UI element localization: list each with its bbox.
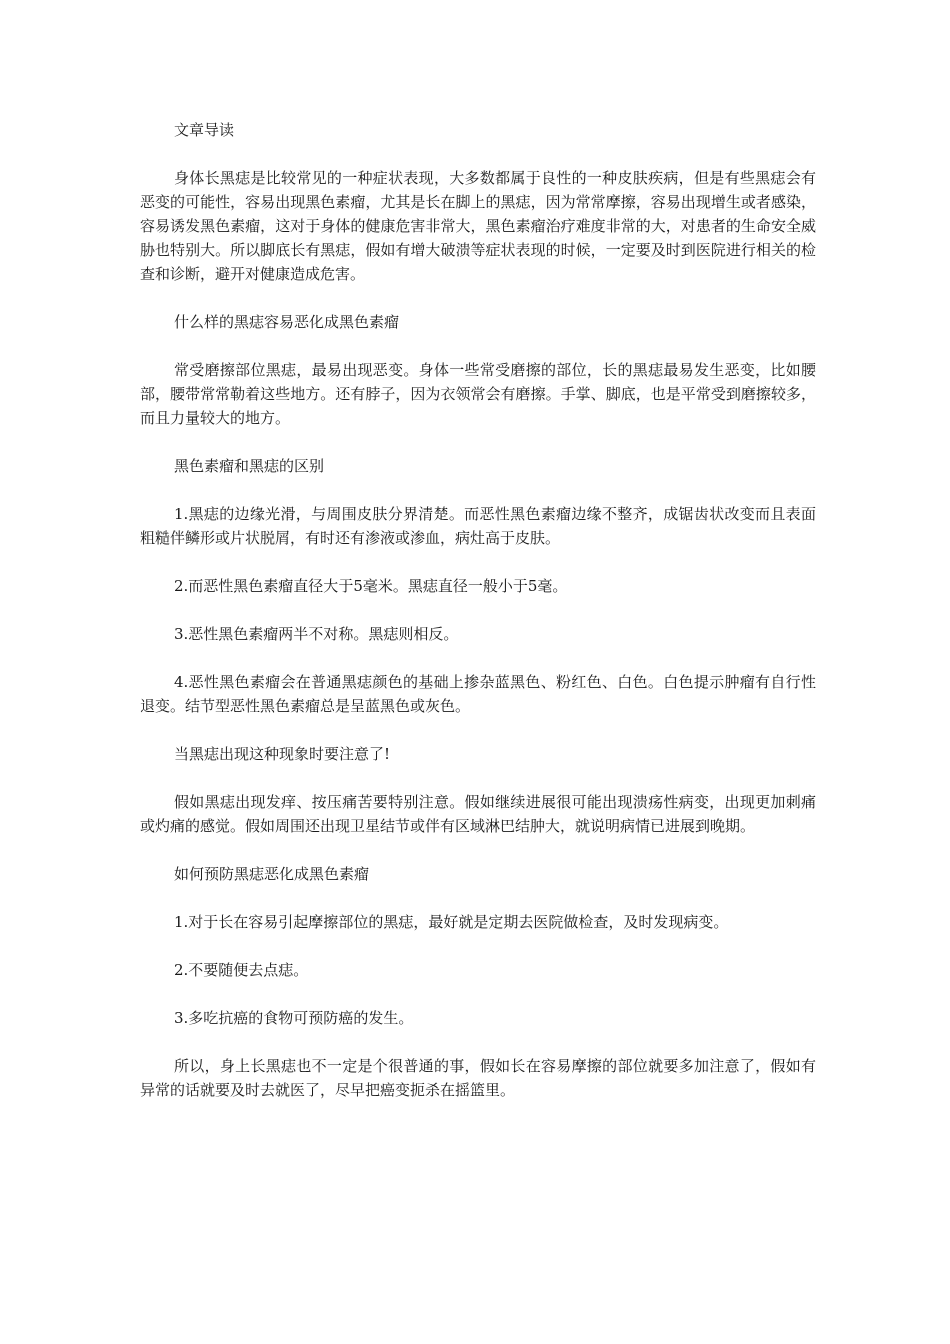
prevention-item-2: 2.不要随便去点痣。	[174, 961, 309, 979]
prevention-item-3: 3.多吃抗癌的食物可预防癌的发生。	[174, 1009, 414, 1027]
warning-paragraph: 假如黑痣出现发痒、按压痛苦要特别注意。假如继续进展很可能出现溃疡性病变，出现更加刺痛或灼痛的感觉。假如周围还出现卫星结节或伴有区域淋巴结肿大，就说明病情已进展到晚期。	[140, 793, 816, 835]
section-heading-intro: 文章导读	[174, 121, 235, 139]
document-body	[140, 118, 816, 1126]
difference-item-4: 4.恶性黑色素瘤会在普通黑痣颜色的基础上掺杂蓝黑色、粉红色、白色。白色提示肿瘤有自行性退变。结节型恶性黑色素瘤总是呈蓝黑色或灰色。	[140, 673, 816, 715]
section-heading-prevention: 如何预防黑痣恶化成黑色素瘤	[174, 865, 370, 883]
prevention-item-1: 1.对于长在容易引起摩擦部位的黑痣，最好就是定期去医院做检查，及时发现病变。	[174, 913, 729, 931]
difference-item-2: 2.而恶性黑色素瘤直径大于5毫米。黑痣直径一般小于5毫。	[174, 577, 568, 595]
intro-paragraph: 身体长黑痣是比较常见的一种症状表现，大多数都属于良性的一种皮肤疾病，但是有些黑痣会有恶变的可能性，容易出现黑色素瘤，尤其是长在脚上的黑痣，因为常常摩擦，容易出现增生或者感染，容易诱发黑色素瘤，这对于身体的健康危害非常大，黑色素瘤治疗难度非常的大，对患者的生命安全威胁也特别大。所以脚底长有黑痣，假如有增大破溃等症状表现的时候，一定要及时到医院进行相关的检查和诊断，避开对健康造成危害。	[140, 169, 816, 283]
section-heading-which-moles: 什么样的黑痣容易恶化成黑色素瘤	[174, 313, 400, 331]
friction-moles-paragraph: 常受磨擦部位黑痣，最易出现恶变。身体一些常受磨擦的部位，长的黑痣最易发生恶变，比如腰部，腰带常常勒着这些地方。还有脖子，因为衣领常会有磨擦。手掌、脚底，也是平常受到磨擦较多，而且力量较大的地方。	[140, 361, 816, 427]
section-heading-warning: 当黑痣出现这种现象时要注意了!	[174, 745, 391, 763]
difference-item-1: 1.黑痣的边缘光滑，与周围皮肤分界清楚。而恶性黑色素瘤边缘不整齐，成锯齿状改变而且表面粗糙伴鳞形或片状脱屑，有时还有渗液或渗血，病灶高于皮肤。	[140, 505, 816, 547]
section-heading-difference: 黑色素瘤和黑痣的区别	[174, 457, 325, 475]
conclusion-paragraph: 所以，身上长黑痣也不一定是个很普通的事，假如长在容易摩擦的部位就要多加注意了，假如有异常的话就要及时去就医了，尽早把癌变扼杀在摇篮里。	[140, 1057, 816, 1099]
difference-item-3: 3.恶性黑色素瘤两半不对称。黑痣则相反。	[174, 625, 459, 643]
